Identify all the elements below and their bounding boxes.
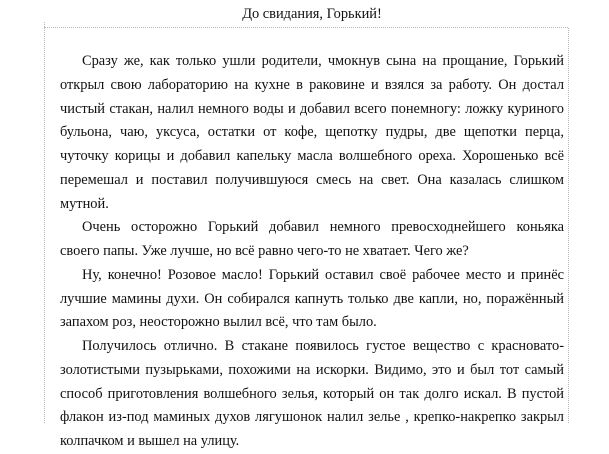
document-body — [60, 50, 564, 454]
paragraph-2: Очень осторожно Горький добавил немного превосходнейшего коньяка своего папы. Уже лучше, но всё равно чего-то не хватает. Чего же? — [60, 219, 564, 259]
left-margin-guide — [44, 22, 46, 423]
text-column[interactable] — [60, 0, 564, 454]
right-margin-guide — [568, 28, 570, 423]
paragraph-4: Получилось отлично. В стакане появилось густое вещество с красновато-золотистыми пузырьками, похожими на искорки. Видимо, это и был тот самый способ приготовления волшебного зелья, который он так долго искал. В пустой флакон из-под маминых духов лягушонок налил зелье , крепко-накрепко закрыл колпачком и вышел на улицу. — [60, 338, 564, 449]
paragraph-1: Сразу же, как только ушли родители, чмокнув сына на прощание, Горький открыл свою лабораторию на кухне в раковине и взялся за работу. Он достал чистый стакан, налил немного воды и добавил всего понемногу: ложку куриного бульона, чаю, уксуса, остатки от кофе, щепотку пудры, две щепотки перца, чуточку корицы и добавил капельку масла волшебного ореха. Хорошенько всё перемешал и поставил получившуюся смесь на свет. Она казалась слишком мутной. — [60, 53, 564, 212]
paragraph-3: Ну, конечно! Розовое масло! Горький оставил своё рабочее место и принёс лучшие мамины духи. Он собирался капнуть только две капли, но, поражённый запахом роз, неосторожно вылил всё, что там было. — [60, 266, 564, 331]
document-title: До свидания, Горький! — [242, 6, 382, 22]
